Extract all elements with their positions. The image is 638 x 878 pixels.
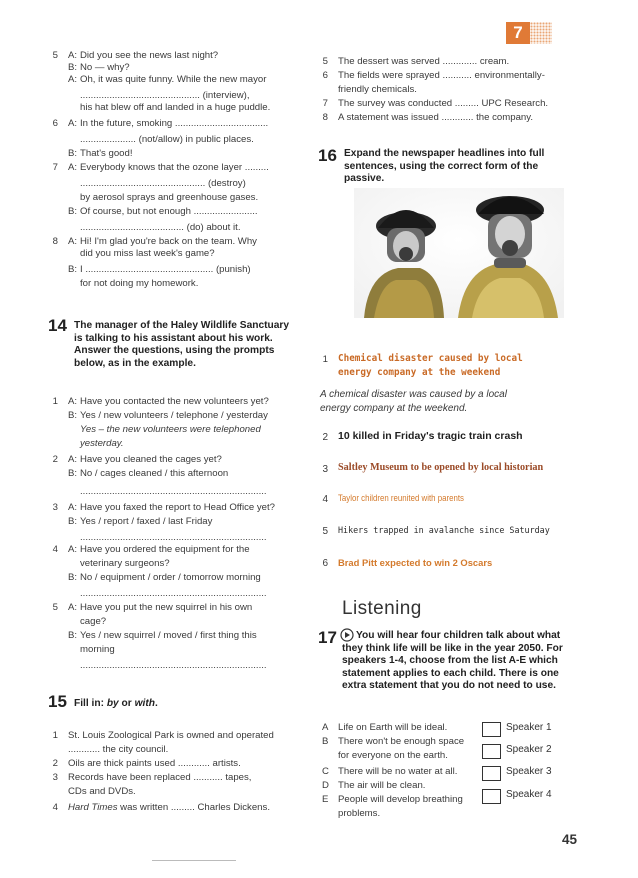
speaker-1-label: Speaker 1 [506,722,552,733]
speaker-4-answer-box[interactable] [482,789,501,804]
exercise-14-heading: The manager of the Haley Wildlife Sanctuary is talking to his assistant about his work. Answer the questions, using the prompts below, as in the example. [74,320,290,369]
answer-blank[interactable]: ............................................. (interview), [80,90,250,101]
speaker-3-answer-box[interactable] [482,766,501,781]
answer-blank[interactable]: ...................................................................... [80,532,267,543]
answer-blank[interactable]: ...................................................................... [80,486,267,497]
footer-divider [152,860,236,861]
exercise-16-heading: Expand the newspaper headlines into full sentences, using the correct form of the passive. [344,148,545,184]
answer-blank[interactable]: ..................... (not/allow) in public places. [80,134,254,145]
example-answer: A chemical disaster was caused by a local energy company at the weekend. [320,389,507,414]
exercise-16-number: 16 [318,146,337,165]
speaker-2-label: Speaker 2 [506,744,552,755]
chapter-badge-pattern [530,22,552,44]
page-number: 45 [562,832,578,847]
headline-1: Chemical disaster caused by local energy company at the weekend [338,353,523,378]
exercise-15-number: 15 [48,692,67,711]
answer-blank[interactable]: ....................................... (do) about it. [80,222,241,233]
headline-3: Saltley Museum to be opened by local historian [338,462,544,473]
answer-blank[interactable]: I ................................................ (punish) [80,264,251,275]
answer-blank[interactable]: ...................................................................... [80,660,267,671]
exercise-14-number: 14 [48,316,67,335]
chapter-badge: 7 [506,22,530,44]
headline-5: Hikers trapped in avalanche since Saturday [338,525,550,535]
firefighters-photo [354,188,564,318]
speaker-1-answer-box[interactable] [482,722,501,737]
headline-6: Brad Pitt expected to win 2 Oscars [338,557,493,568]
headline-4: Taylor children reunited with parents [338,493,464,504]
speaker-3-label: Speaker 3 [506,766,552,777]
book-title: Hard Times [68,802,118,813]
speaker-2-answer-box[interactable] [482,744,501,759]
exercise-17-heading: You will hear four children talk about what they think life will be like in the year 2050. For speakers 1-4, choose from the list A-E which statement applies to each child. There is one extra statement that you do not need to use. [342,630,563,691]
answer-blank[interactable]: ...................................................................... [80,588,267,599]
exercise-17-number: 17 [318,628,337,647]
exercise-15-heading: Fill in: by or with. [74,698,158,709]
speaker-4-label: Speaker 4 [506,789,552,800]
answer-blank[interactable]: ............................................... (destroy) [80,178,246,189]
textbook-page: 7 5 A: Did you see the news last night? B: No — why? A: Oh, it was quite funny. While the new mayor ............................................. (interview), his hat blew off and landed in a huge puddle. 6 A: In the future, smoking ................................... ..................... (not/allow) in public places. B: That's good! 7 A: Everybody knows that the ozone layer ......... ............................................... (destroy) by aerosol sprays and greenhouse gases. B: Of course, but not enough ........................ ....................................... (do) about it. 8 A: Hi! I'm glad you're back on the team. Why did you miss last week's game? B: I ................................................ (punish) for not doing my homework. 14 The manager of the Haley Wildlife Sanctuary is talking to his assistant about his work. Answer the questions, using the prompts below, as in the example. 1 A: Have you contacted the new volunteers yet? B: Yes / new volunteers / telephone / yesterday Yes – the new volunteers were telephoned yesterday. 2 A: Have you cleaned the cages yet? B: No / cages cleaned / this afternoon ...................................................................... 3 A: Have you faxed the report to Head Office yet? B: Yes / report / faxed / last Friday ...................................................................... 4 A: Have you ordered the equipment for the veterinary surgeons? B: No / equipment / order / tomorrow morning ...................................................................... 5 A: Have you put the new squirrel in his own cage? B: Yes / new squirrel / moved / first thing this morning ...................................................................... 15 Fill in: by or with. 1 St. Louis Zoological Park is owned and operated ............ the city council. 2 Oils are thick paints used ............ artists. 3 Records have been replaced ........... tapes, CDs and DVDs. 4 Hard Times was written ......... Charles Dickens. 5 The dessert was served ............. cream. 6 The fields were sprayed ........... environmentally- friendly chemicals. 7 The survey was conducted ......... UPC Research. 8 A statement was issued ............ the company. 16 Expand the newspaper headlines into full sentences, using the correct form of the passive. 1 Chemical disaster caused by local energy company at the weekend A chemical disaster was caused by a local energy company at the weekend. 2 10 killed in Friday's tragic train crash 3 Saltley Museum to be opened by local historian 4 Taylor children reunited with parents 5 Hikers trapped in avalanche since Saturday 6 Brad Pitt expected to win 2 Oscars Listening 17 You will hear four children talk about what they think life will be like in the year 2050. For speakers 1-4, choose from the list A-E which statement applies to each child. There is one extra statement that you do not need to use. A Life on Earth will be ideal. B There won't be enough space for everyone on the earth. C There will be no water at all. D The air will be clean. E People will develop breathing problems. Speaker 1 Speaker 2 Speaker 3 Speaker 4 45 [0,0,638,878]
headline-2: 10 killed in Friday's tragic train crash [338,430,523,442]
section-title-listening: Listening [342,598,422,619]
